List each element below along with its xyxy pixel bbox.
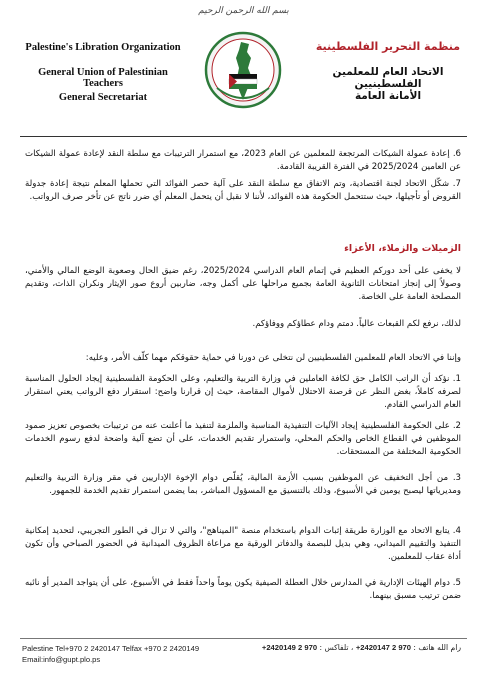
commitment-paragraph: وإننا في الاتحاد العام للمعلمين الفلسطينيين لن نتخلى عن دورنا في حماية حقوقكم مهما كلّف الأمر، وعليه: xyxy=(85,353,461,363)
footer-phone-ar: 970 2 2420147+ xyxy=(355,643,411,652)
item-text: شكّل الاتحاد لجنة اقتصادية، وتم الاتفاق مع سلطة النقد على آلية حصر الفوائد التي تحملها المعلم نتيجة إعادة جدولة القروض أو تأجيلها، حيث ستتحمل الحكومة هذه الفوائد، لأننا لا نقبل أن يتحمل المعلم أي ضرر ناتج عن تأخر صرف الرواتب. xyxy=(25,179,461,202)
footer-fax-label-ar: ، تلفاكس : xyxy=(319,643,354,652)
item-1 xyxy=(25,373,461,412)
item-text: من أجل التخفيف عن الموظفين بسبب الأزمة المالية، يُقلّص دوام الإخوة الإداريين في مقر وزارة التربية والتعليم ومديرياتها ليصبح يومين في الأسبوع، وذلك بالتنسيق مع المسؤول المباشر، بما يضمن استمرار تقديم الخدمة للجمهور. xyxy=(25,473,461,496)
footer-email: Email:info@gupt.plo.ps xyxy=(22,655,101,664)
item-number: 7. xyxy=(452,179,461,189)
item-text: نؤكد أن الراتب الكامل حق لكافة العاملين في وزارة التربية والتعليم، وعلى الحكومة الفلسطينية إيجاد الحلول المناسبة لصرفه كاملاً، بغض النظر عن قرصنة الاحتلال لأموال المقاصة، حيث إن قرارنا واضح: استقرار دفع الرواتب يعني استقرار العام الدراسي القادم. xyxy=(25,374,461,410)
footer-divider xyxy=(20,638,467,639)
item-text: إعادة عمولة الشيكات المرتجعة للمعلمين عن العام 2023، مع استمرار الترتيبات مع سلطة النقد لإعادة عمولة الشيكات عن العامين 2025/2024 في الفترة القريبة القادمة. xyxy=(25,149,461,172)
item-2 xyxy=(25,420,461,459)
item-text: يتابع الاتحاد مع الوزارة طريقة إثبات الدوام باستخدام منصة "الميناهج"، والتي لا تزال في الطور التجريبي، لتحديد إمكانية التنفيذ والتقييم الميداني، وهي بديل للبصمة والدفاتر الورقية مع مراعاة الظروف الميدانية في الحضور الصباحي وأن تكون أداة عقاب للمعلمين. xyxy=(25,526,461,562)
intro-paragraph: لا يخفى على أحد دوركم العظيم في إتمام العام الدراسي 2025/2024، رغم ضيق الحال وصعوبة الوضع المالي والأمني، وصولاً إلى إنجاز امتحانات الثانوية العامة بجميع مراحلها على أكمل وجه، ضاربين أروع صور الإيثار ونكران الذات، وتقديم المصلحة العامة على الخاصة. xyxy=(25,266,462,302)
union-emblem-icon xyxy=(203,28,283,114)
footer-phone-label-ar: رام الله هاتف : xyxy=(413,643,461,652)
footer-contact-en xyxy=(22,643,199,665)
item-number: 3. xyxy=(452,473,462,483)
header-divider xyxy=(20,136,467,137)
org-name-en: Palestine's Libration Organization xyxy=(25,42,181,53)
item-number: 4. xyxy=(452,526,461,536)
item-text: دوام الهيئات الإدارية في المدارس خلال العطلة الصيفية يكون يوماً واحداً فقط في الأسبوع، على أن يتواجد المدير أو نائبه ضمن ترتيب مسبق بينهما. xyxy=(25,578,461,601)
item-5 xyxy=(25,577,461,603)
item-4 xyxy=(25,525,461,564)
footer-phone-en: Palestine Tel+970 2 2420147 Telfax +970 2 2420149 xyxy=(22,644,200,653)
item-text: على الحكومة الفلسطينية إيجاد الآليات التنفيذية المناسبة والملزمة لتنفيذ ما أعلنت عنه من ترتيبات بخصوص تعزيز صمود الموظفين في القطاع الخاص والحكم المحلي، واستمرار تقديم الخدمات، على أن تضع آلية واضحة لدفع رسوم الخدمات الحكومية المختلفة من المستحقات. xyxy=(25,421,461,457)
footer-contact-ar xyxy=(262,643,461,652)
item-3 xyxy=(25,472,461,498)
org-name-ar: منظمة التحرير الفلسطينية xyxy=(315,40,461,53)
item-7 xyxy=(25,178,461,204)
secretariat-en: General Secretariat xyxy=(58,92,148,103)
union-name-ar: الاتحاد العام للمعلمين الفلسطينيين xyxy=(332,66,444,90)
secretariat-ar: الأمانة العامة xyxy=(354,90,422,102)
section-title: الزميلات والزملاء، الأعزاء xyxy=(344,243,461,254)
union-name-en: General Union of Palestinian Teachers xyxy=(38,67,168,89)
item-number: 1. xyxy=(452,374,461,384)
thanks-paragraph: لذلك، نرفع لكم القبعات عالياً. دمتم ودام عطاؤكم ووفاؤكم. xyxy=(252,319,461,329)
item-number: 5. xyxy=(452,578,461,588)
item-number: 6. xyxy=(452,149,462,159)
item-6 xyxy=(25,148,461,174)
footer-fax-ar: 970 2 2420149+ xyxy=(261,643,318,652)
item-number: 2. xyxy=(452,421,462,431)
letterhead xyxy=(0,0,487,140)
basmala: بسم الله الرحمن الرحيم xyxy=(198,6,289,16)
